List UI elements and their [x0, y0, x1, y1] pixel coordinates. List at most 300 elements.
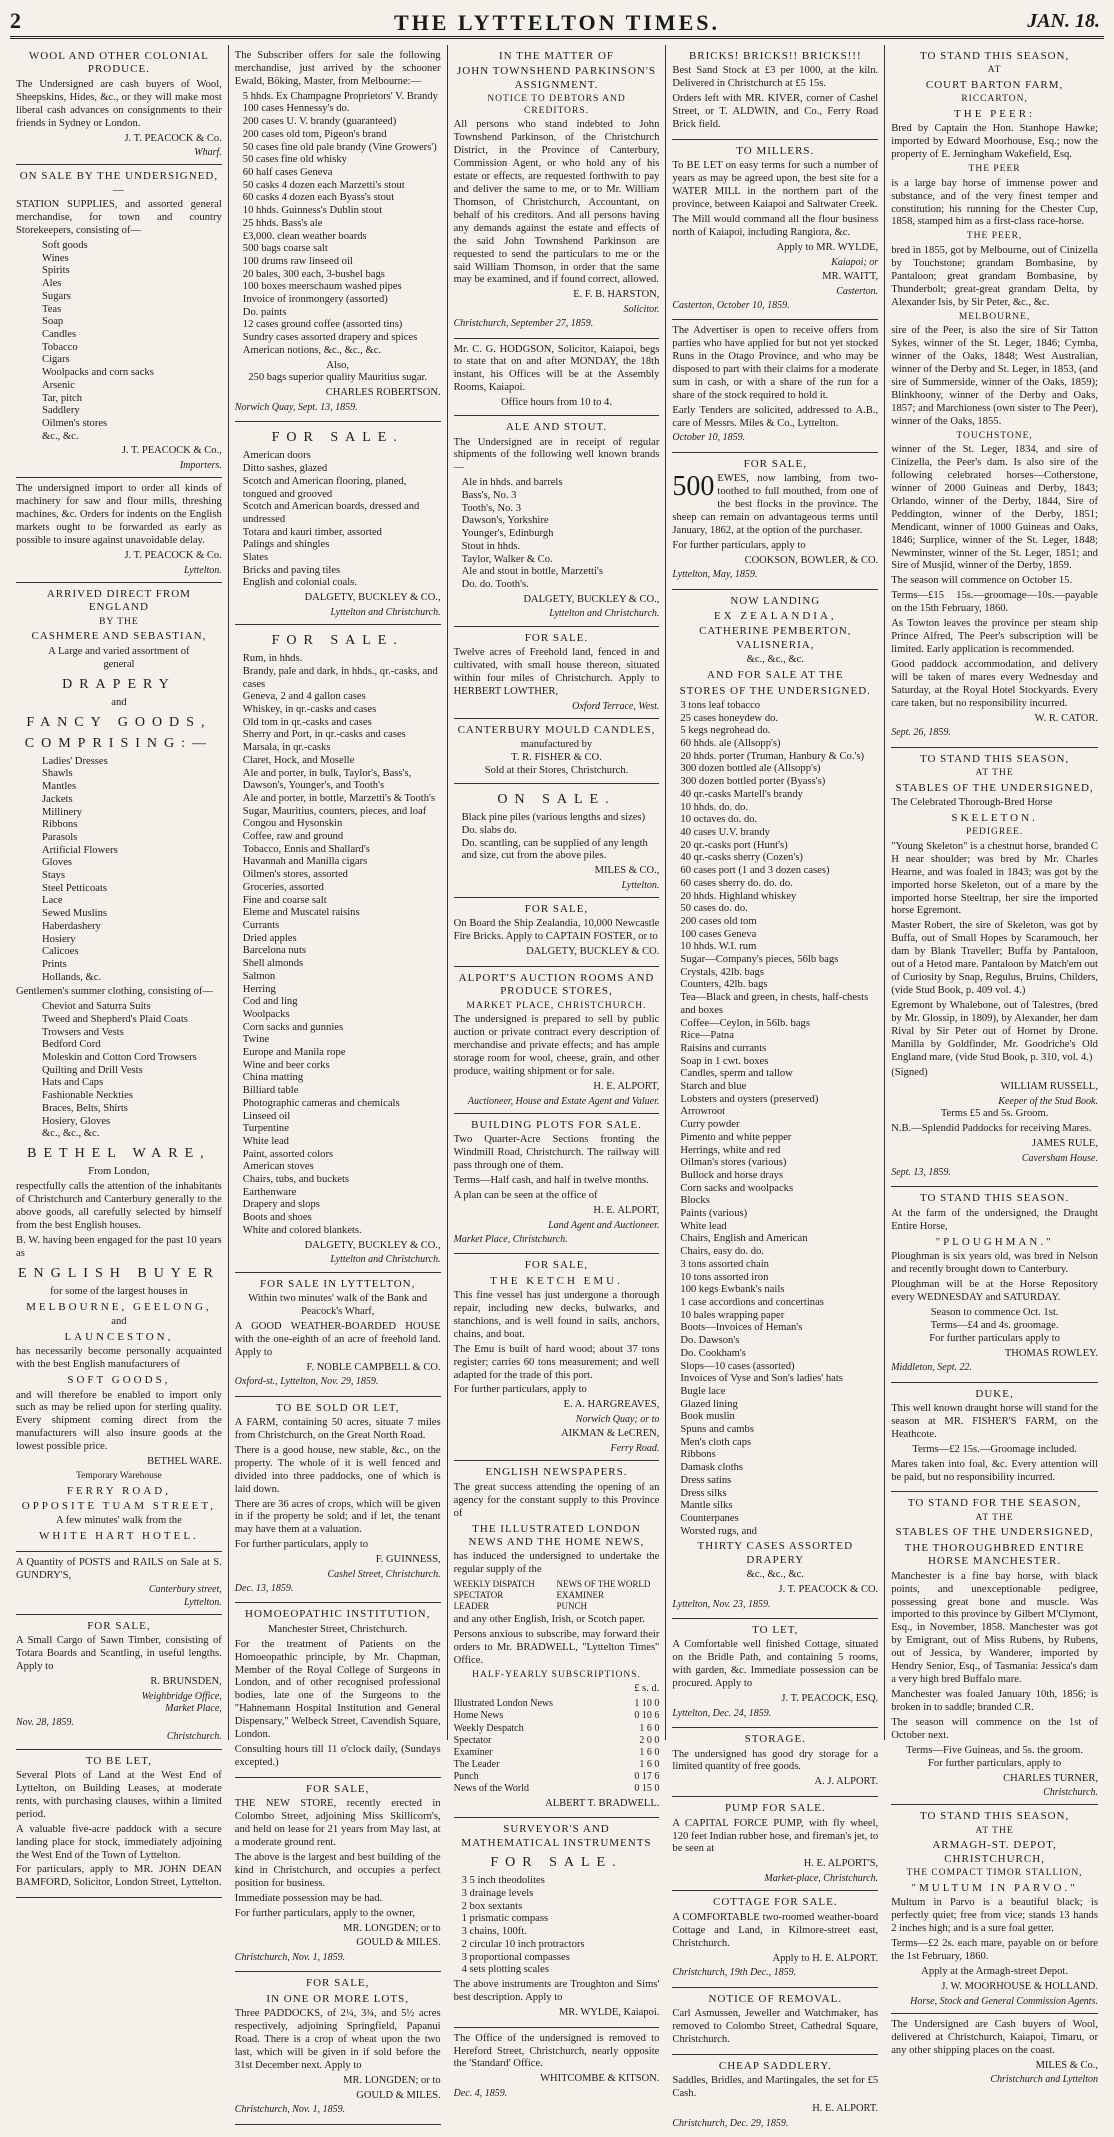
ad-ketch-emu: [454, 1254, 660, 1461]
list-item: 50 cases do. do.: [680, 903, 748, 915]
ad-address: Weighbridge Office,: [141, 1690, 222, 1702]
ad-date: Christchurch, September 27, 1859.: [453, 318, 594, 330]
ad-signature: J. W. MOORHOUSE & HOLLAND.: [941, 1980, 1098, 1992]
ad-body: Egremont by Whalebone, out of Talestres, (bred by Mr. Glossip, in 1809), by Alexander, her dam Rival by Sir Peter out of Hornet by Drone. Manilla by Goldfinder, Mr. Goodriche's Old England mare, (vide Stud Book, p. 310, vol. 4.): [891, 999, 1098, 1063]
item-list: [42, 240, 222, 443]
ad-body: Saddles, Bridles, and Martingales, the set for £5 Cash.: [672, 2075, 879, 2100]
ad-address: Canterbury street,: [148, 1584, 222, 1596]
list-item: 1 case accordions and concertinas: [680, 1297, 824, 1308]
subscription-row: [454, 1723, 660, 1735]
paper-name: Illustrated London News: [453, 1698, 554, 1710]
list-item: 60 hhds. ale (Allsopp's): [680, 738, 781, 750]
ad-title: COTTAGE FOR SALE.: [712, 1896, 838, 1909]
list-item: Candles: [42, 328, 77, 340]
ad-body: Ploughman is six years old, was bred in Nelson and recently brought down to Canterbury.: [891, 1251, 1098, 1276]
ad-heading: FERRY ROAD,: [66, 1484, 171, 1497]
ad-line: From London,: [88, 1166, 150, 1178]
ad-date: Nov. 28, 1859.: [16, 1717, 74, 1729]
list-item: Dress silks: [680, 1487, 727, 1499]
list-item: Oilmen's stores, assorted: [242, 869, 348, 881]
ad-number: 500: [672, 471, 715, 503]
ad-body: The Subscriber offers for sale the following merchandise, just arrived by the schooner Ewald, Böking, Master, from Melbourne:—: [234, 50, 441, 87]
ad-signature: DALGETY, BUCKLEY & CO.,: [304, 1239, 441, 1251]
list-item: 20 hhds. Highland whiskey: [680, 890, 797, 902]
item-list: [243, 450, 441, 590]
ad-body: The undersigned is prepared to sell by public auction or private contract every description of merchandise and private effects; and has ample storage room for wool, cheese, grain, and other produce, waiting shipment or for sale.: [453, 1014, 660, 1078]
ad-title: PUMP FOR SALE.: [724, 1802, 826, 1815]
ad-line: A Large and varied assortment of: [48, 645, 190, 657]
ad-title: ALE AND STOUT.: [505, 421, 608, 434]
ad-line: Temporary Warehouse: [76, 1470, 162, 1481]
list-item: Chairs, tubs, and buckets: [242, 1174, 350, 1186]
list-item: Salmon: [242, 970, 276, 982]
list-item: Dawson's, Yorkshire: [461, 515, 549, 527]
ad-title: FOR SALE,: [524, 902, 589, 915]
newspaper-name: EXAMINER: [556, 1590, 604, 1601]
list-item: 300 dozen bottled porter (Byass's): [680, 776, 826, 788]
ad-date: Market Place, Christchurch.: [453, 1233, 568, 1245]
ad-to-millers: [672, 140, 878, 320]
ad-signature: THOMAS ROWLEY.: [1004, 1347, 1098, 1359]
subscription-row: [454, 1759, 660, 1771]
list-item: Do. paints: [242, 306, 287, 318]
ad-date: Dec. 4, 1859.: [453, 2088, 508, 2100]
list-item: Haberdashery: [42, 920, 101, 932]
ad-body: Gentlemen's summer clothing, consisting of—: [16, 986, 213, 998]
ad-line: A few minutes' walk from the: [56, 1515, 182, 1527]
ad-title: NOTICE TO DEBTORS AND CREDITORS.: [487, 94, 626, 116]
ad-manchester: [891, 1492, 1098, 1805]
ad-body: A valuable five-acre paddock with a secure landing place for stock, immediately adjoining the West End of the Town of Lyttelton.: [16, 1823, 222, 1861]
list-item: Hosiery, Gloves: [42, 1115, 111, 1127]
ad-line: Terms £5 and 5s. Groom.: [940, 1108, 1049, 1120]
ad-body: Mr. C. G. HODGSON, Solicitor, Kaiapoi, begs to state that on and after MONDAY, the 18th instant, his Offices will be at the Assembly Rooms, Kaiapoi.: [453, 343, 660, 394]
ad-posts-rails: [16, 1552, 222, 1615]
list-item: Worsted rugs, and: [680, 1525, 757, 1537]
ad-body: The Undersigned are Cash buyers of Wool, delivered at Christchurch, Kaiapoi, Timaru, or any other shipping places on the coast.: [891, 2018, 1098, 2056]
ad-date: Sept. 26, 1859.: [891, 727, 951, 739]
paper-name: News of the World: [453, 1783, 529, 1795]
ad-title: HOMOEOPATHIC INSTITUTION,: [245, 1608, 431, 1621]
list-item: Hollands, &c.: [42, 971, 102, 983]
list-item: Crystals, 42lb. bags: [680, 966, 764, 978]
list-item: 1 prismatic compass: [461, 1913, 549, 1925]
list-item: Oilmen's stores: [42, 417, 108, 429]
paper-name: Home News: [453, 1710, 504, 1722]
list-item: 10 bales wrapping paper: [680, 1309, 785, 1321]
ad-body: A FARM, containing 50 acres, situate 7 miles from Christchurch, on the Great North Road.: [234, 1416, 441, 1441]
list-item: Scotch and American flooring, planed, tongued and grooved: [242, 475, 407, 500]
subscription-row: [454, 1710, 660, 1722]
list-item: Congou and Hysonskin: [242, 818, 343, 830]
paper-name: The Leader: [453, 1759, 500, 1771]
ad-hodgson: [454, 339, 660, 417]
ad-body: Mares taken into foal, &c. Every attention will be paid, but no responsibility incurred.: [891, 1458, 1098, 1483]
list-item: American stoves: [242, 1161, 314, 1173]
ad-date: Lyttelton, May, 1859.: [672, 569, 758, 581]
ad-body: and any other English, Irish, or Scotch paper.: [453, 1614, 645, 1626]
list-item: Mantles: [42, 781, 77, 793]
ad-date: Christchurch, Dec. 29, 1859.: [672, 2117, 789, 2129]
ad-address: Caversham House.: [1021, 1153, 1098, 1165]
list-item: White and colored blankets.: [242, 1224, 362, 1236]
list-item: 200 cases old tom: [680, 915, 757, 927]
ad-title: CANTERBURY MOULD CANDLES,: [457, 723, 656, 736]
list-item: 25 hhds. Bass's ale: [242, 217, 323, 229]
ad-body: is a large bay horse of immense power and substance, and of the very finest temper and constitution; his running for the Chester Cup, 1858, stamped him as a first-class race-horse.: [891, 177, 1098, 228]
item-list: [243, 91, 441, 358]
ad-line: T. R. FISHER & CO.: [511, 752, 602, 764]
list-item: 5 hhds. Ex Champagne Proprietors' V. Brandy: [242, 90, 438, 102]
list-item: Dried apples: [242, 932, 297, 944]
ad-body: Terms—£15 15s.—groomage—10s.—payable on the 15th February, 1860.: [891, 590, 1098, 615]
list-item: Drapery and slops: [242, 1199, 320, 1211]
ad-signature: GOULD & MILES.: [356, 1937, 441, 1949]
ad-body: Persons anxious to subscribe, may forward their orders to Mr. BRADWELL, "Lyttelton Times" Office.: [453, 1628, 660, 1666]
ad-instruments: [454, 1818, 660, 2027]
ad-heading: SKELETON.: [951, 811, 1038, 824]
ad-body: The great success attending the opening of an agency for the constant supply to this Province of: [453, 1481, 660, 1519]
ad-signature: AIKMAN & LeCREN,: [561, 1428, 660, 1440]
ad-heading: "PLOUGHMAN.": [935, 1235, 1054, 1248]
list-item: Stays: [42, 870, 65, 882]
list-item: 10 octaves do. do.: [680, 814, 758, 826]
ad-line: Terms—£4 and 4s. groomage.: [930, 1319, 1059, 1331]
ad-title: FOR SALE,: [743, 457, 807, 470]
ad-body: Two Quarter-Acre Sections fronting the Windmill Road, Christchurch. The railway will pass through one of them.: [453, 1134, 660, 1172]
paper-price: 2 0 0: [639, 1734, 660, 1746]
paper-price: 1 6 0: [639, 1722, 660, 1734]
list-item: 10 hhds. W.I. rum: [680, 941, 757, 953]
ad-signature: Apply to MR. WYLDE,: [776, 241, 879, 253]
ad-address: Christchurch.: [166, 1731, 222, 1743]
list-item: Do. scantling, can be supplied of any length and size, cut from the above piles.: [461, 837, 648, 862]
ad-body: The Celebrated Thorough-Bred Horse: [891, 796, 1053, 808]
list-item: Spuns and cambs: [680, 1424, 754, 1436]
ad-body: Ploughman will be at the Horse Repository every WEDNESDAY and SATURDAY.: [891, 1278, 1098, 1303]
ad-line: general: [103, 658, 135, 670]
ad-title: MARKET PLACE, CHRISTCHURCH.: [466, 1000, 647, 1011]
subscription-row: [454, 1771, 660, 1783]
list-item: Bugle lace: [680, 1385, 726, 1397]
list-item: Ale and porter, in bulk, Taylor's, Bass's, Dawson's, Younger's, and Tooth's: [242, 767, 412, 792]
ad-signature: A. J. ALPORT.: [814, 1776, 879, 1788]
ad-merchandise-ewald: [235, 45, 441, 422]
list-item: 3 chains, 100ft.: [461, 1926, 527, 1938]
ad-address: Lyttelton and Christchurch.: [549, 608, 660, 620]
ad-pump: [672, 1797, 878, 1891]
ad-body: On Board the Ship Zealandia, 10,000 Newcastle Fire Bricks. Apply to CAPTAIN FOSTER, or to: [453, 918, 660, 943]
list-item: Cheviot and Saturra Suits: [42, 1001, 151, 1013]
list-item: Whiskey, in qr.-casks and cases: [242, 704, 377, 716]
ad-heading: FOR SALE.: [271, 430, 404, 446]
subscription-row: [454, 1783, 660, 1795]
ad-body: The above instruments are Troughton and Sims' best description. Apply to: [453, 1978, 660, 2003]
ad-date: Casterton, October 10, 1859.: [672, 299, 790, 311]
list-item: 100 kegs Ewbank's nails: [680, 1284, 785, 1296]
list-item: 2 box sextants: [461, 1900, 523, 1912]
paper-name: Punch: [453, 1771, 479, 1783]
ad-title: ARRIVED DIRECT FROM ENGLAND: [46, 587, 191, 614]
ad-heading: FOR SALE.: [490, 1855, 623, 1871]
list-item: 5 kegs negrohead do.: [680, 725, 771, 737]
paper-price: 1 6 0: [639, 1746, 660, 1758]
ad-homoeopathic: [235, 1603, 441, 1778]
list-item: Do. slabs do.: [461, 824, 517, 836]
ad-address: Importers.: [179, 460, 222, 472]
ad-line: Also,: [326, 359, 350, 371]
list-item: 40 qr.-casks Martell's brandy: [680, 788, 803, 800]
subscription-row: [454, 1698, 660, 1710]
list-item: Wine and beer corks: [242, 1059, 330, 1071]
list-item: English and colonial coals.: [242, 577, 357, 589]
ad-body: At the farm of the undersigned, the Draught Entire Horse,: [891, 1207, 1098, 1232]
item-list: [243, 653, 441, 1237]
list-item: Eleme and Muscatel raisins: [242, 907, 360, 919]
ad-cottage-sale: [672, 1891, 878, 1987]
list-item: Spirits: [42, 265, 70, 277]
ad-heading: DRAPERY: [62, 676, 176, 692]
list-item: 60 half cases Geneva: [242, 166, 333, 178]
ad-otago-runs: [672, 320, 878, 453]
ad-storage: [672, 1728, 878, 1797]
list-item: Bricks and paving tiles: [242, 564, 341, 576]
newspaper-list-left: [454, 1579, 557, 1612]
list-item: Arsenic: [42, 379, 75, 391]
ad-signature: H. E. ALPORT,: [593, 1081, 660, 1092]
ad-address: Auctioneer, House and Estate Agent and Valuer.: [467, 1095, 660, 1107]
ad-cottage-to-let: [672, 1619, 878, 1728]
list-item: Book muslin: [680, 1411, 735, 1423]
ad-body: The Emu is built of hard wood; about 37 tons register; carries 60 tons measurement; and well adapted for the trade of this port.: [453, 1343, 660, 1381]
newspaper-list-right: [557, 1579, 660, 1612]
ad-address: Lyttelton and Christchurch.: [330, 606, 441, 618]
ad-line: manufactured by: [520, 739, 593, 751]
list-item: Saddlery: [42, 405, 80, 417]
list-item: &c., &c., &c.: [42, 1128, 100, 1140]
ad-body: B. W. having been engaged for the past 10 years as: [16, 1234, 222, 1259]
newspaper-name: WEEKLY DISPATCH: [453, 1579, 535, 1590]
ad-line: Terms—£2 15s.—Groomage included.: [912, 1443, 1077, 1455]
ad-signature: J. T. PEACOCK & Co.: [124, 132, 222, 144]
ad-heading: BETHEL WARE,: [27, 1146, 211, 1161]
ad-body: Early Tenders are solicited, addressed to A.B., care of Messrs. Miles & Co., Lyttelton.: [672, 404, 879, 429]
list-item: Sugar—Company's pieces, 56lb bags: [680, 954, 839, 966]
list-item: Totara and kauri timber, assorted: [242, 526, 382, 538]
ad-address: Christchurch.: [1043, 1787, 1098, 1799]
item-list: [42, 756, 222, 985]
list-item: Millinery: [42, 806, 83, 818]
list-item: Fashionable Neckties: [42, 1090, 133, 1102]
list-item: Tea—Black and green, in chests, half-chests and boxes: [680, 992, 869, 1016]
ad-body: The Mill would command all the flour business north of Kaiapoi, including Rangiora, &c.: [672, 214, 879, 239]
paper-name: Weekly Despatch: [453, 1722, 524, 1734]
ad-body: This well known draught horse will stand for the season at MR. FISHER'S FARM, on the Heathcote.: [891, 1402, 1098, 1440]
list-item: Slates: [242, 552, 269, 564]
ad-address: Market Place,: [165, 1703, 222, 1715]
list-item: Do. Dawson's: [680, 1335, 740, 1347]
list-item: Old tom in qr.-casks and cases: [242, 716, 372, 728]
list-item: Damask cloths: [680, 1462, 744, 1474]
ad-heading: SOFT GOODS,: [67, 1374, 171, 1387]
list-item: Claret, Hock, and Moselle: [242, 754, 355, 766]
ad-body: The undersigned import to order all kinds of machinery for saw and flour mills, threshing machines, &c. Orders for indents on the English markets ought to be forwarded as early as possible to insure against unavoidable delay.: [16, 483, 222, 546]
ad-body: Carl Asmussen, Jeweller and Watchmaker, has removed to Colombo Street, Cathedral Square, Christchurch.: [672, 2007, 879, 2045]
ad-line: For further particulars apply to: [929, 1332, 1060, 1344]
list-item: 50 cases fine old pale brandy (Vine Growers'): [242, 141, 437, 153]
ad-body: There is a good house, new stable, &c., on the property. The whole of it is well fenced and divided into three paddocks, one of which is laid down.: [234, 1444, 441, 1495]
ad-signature: MR. LONGDEN; or to: [343, 2074, 441, 2086]
ad-line: Office hours from 10 to 4.: [500, 397, 612, 409]
ad-title: BRICKS! BRICKS!! BRICKS!!!: [688, 50, 862, 62]
ad-title: WOOL AND OTHER COLONIAL PRODUCE.: [28, 50, 209, 76]
ad-machinery: [16, 478, 222, 583]
list-item: White lead: [680, 1220, 727, 1232]
ad-signature: WHITCOMBE & KITSON.: [540, 2073, 660, 2085]
ad-multum-in-parvo: [891, 1805, 1098, 2013]
list-item: Pimento and white pepper: [680, 1131, 792, 1143]
ad-title: FOR SALE IN LYTTELTON,: [260, 1277, 416, 1290]
ad-signature: R. BRUNSDEN,: [150, 1676, 222, 1688]
list-item: Dress satins: [680, 1474, 732, 1486]
list-item: Sundry cases assorted drapery and spices: [242, 332, 418, 344]
ad-address: Keeper of the Stud Book.: [998, 1096, 1098, 1108]
ad-title: SURVEYOR'S AND MATHEMATICAL INSTRUMENTS: [461, 1823, 652, 1849]
ad-title: ARMAGH-ST. DEPOT, CHRISTCHURCH,: [932, 1839, 1057, 1865]
ad-now-landing: [672, 590, 878, 1619]
ad-body: Three PADDOCKS, of 2¼, 3¾, and 5½ acres respectively, adjoining Springfield, Papanui Road. There is a crop of wheat upon the two last, which will be given in if sold before the 31st December next. Apply to: [234, 2008, 441, 2071]
ad-date: October 10, 1859.: [672, 432, 746, 444]
ad-title: FOR SALE.: [524, 631, 589, 644]
ad-signature: MR. LONGDEN; or to: [343, 1922, 441, 1934]
list-item: Wines: [42, 252, 69, 264]
list-item: Woolpacks: [242, 1008, 290, 1020]
ad-address: Lyttelton and Christchurch.: [330, 1254, 441, 1266]
ad-title: STABLES OF THE UNDERSIGNED,: [895, 781, 1094, 794]
ad-body: Master Robert, the sire of Skeleton, was got by Buffa, out of Small Hopes by Scaramouch, her dam by Blank Traveller; Buffa by Pantaloon, out of a Hetod mare. Pantaloon by Match'em out of Curiosity by Snap, Regulus, Bruins, Childers, (vide Stud Book, p. 409 vol. 4.): [891, 920, 1098, 996]
list-item: Chairs, English and American: [680, 1233, 808, 1245]
ad-skeleton: [891, 748, 1098, 1188]
list-item: 50 casks 4 dozen each Marzetti's stout: [242, 179, 405, 191]
ad-body: Terms—£2 2s. each mare, payable on or before the 1st February, 1860.: [891, 1938, 1098, 1962]
list-item: Quilting and Drill Vests: [42, 1064, 143, 1076]
list-item: 3 drainage levels: [461, 1888, 534, 1900]
ad-title: COURT BARTON FARM,: [925, 78, 1064, 91]
ad-body: Good paddock accommodation, and delivery will be taken of mares every Wednesday and Saturday, at the Royal Hotel Stockyards. Every care taken, but no responsibility incurred.: [891, 658, 1098, 709]
ad-body: A Comfortable well finished Cottage, situated on the Bridle Path, and containing 5 rooms, with garden, &c. Immediate possession can be procured. Apply to: [672, 1639, 879, 1690]
ad-sawn-timber: [16, 1615, 222, 1750]
list-item: Fine and coarse salt: [242, 894, 327, 906]
ad-heading: THE KETCH EMU.: [490, 1274, 623, 1287]
list-item: 20 qr.-casks port (Hunt's): [680, 839, 788, 851]
list-item: Corn sacks and woolpacks: [680, 1182, 794, 1194]
ad-signature: W. R. CATOR.: [1034, 712, 1098, 724]
ad-title: AT THE: [975, 1512, 1014, 1523]
list-item: American notions, &c., &c., &c.: [242, 344, 382, 356]
list-item: 4 sets plotting scales: [461, 1964, 549, 1976]
list-item: Twine: [242, 1034, 270, 1046]
list-item: Brandy, pale and dark, in hhds., qr.-casks, and cases: [242, 665, 438, 690]
ad-wool-produce: [16, 45, 222, 165]
ad-body: A plan can be seen at the office of: [453, 1190, 598, 1202]
list-item: 40 cases U.V. brandy: [680, 826, 770, 838]
column-2: [229, 45, 448, 2116]
list-item: Boots and shoes: [242, 1212, 312, 1224]
ad-line: Within two minutes' walk of the Bank and Peacock's Wharf,: [248, 1292, 428, 1317]
ad-title: CATHERINE PEMBERTON, VALISNERIA,: [699, 625, 852, 651]
list-item: Barcelona nuts: [242, 945, 307, 957]
list-item: Bullock and horse drays: [680, 1169, 784, 1181]
list-item: Boots—Invoices of Heman's: [680, 1322, 803, 1334]
list-item: Slops—10 cases (assorted): [680, 1360, 795, 1372]
list-item: Coffee—Ceylon, in 56lb. bags: [680, 1017, 810, 1029]
ad-mould-candles: [454, 719, 660, 784]
currency-header: £ s. d.: [634, 1683, 660, 1695]
ad-signature: J. T. PEACOCK & Co.,: [121, 445, 222, 457]
ad-title: THE THOROUGHBRED ENTIRE HORSE MANCHESTER.: [904, 1541, 1085, 1568]
list-item: Glazed lining: [680, 1398, 738, 1410]
ad-signature: MR. WAITT,: [822, 270, 879, 282]
ad-title: AT THE: [975, 767, 1014, 778]
ad-subhead: PEDIGREE.: [965, 827, 1024, 838]
list-item: 60 cases port (1 and 3 dozen cases): [680, 865, 830, 877]
list-item: Ribbons: [42, 819, 78, 831]
list-item: Do. do. Tooth's.: [461, 578, 529, 590]
list-item: 3 proportional compasses: [461, 1951, 570, 1963]
ad-body: sire of the Peer, is also the sire of Sir Tatton Sykes, winner of the St. Leger, 1846; Cymba, winner of the Oaks, 1848; West Australian, winner of the Derby and St. Leger, in 1853, (and sire of Summerside, winner of the Oaks, 1859); Blinkhoony, winner of the Derby and Oaks, 1857; and Marchioness (own sister to The Peer), winner of the Oaks, 1855.: [891, 325, 1098, 427]
masthead: [10, 6, 1104, 39]
ad-title: ENGLISH NEWSPAPERS.: [485, 1466, 628, 1479]
ad-body: The Advertiser is open to receive offers from parties who have applied for but not yet stocked Runs in the Otago Province, and who may be disposed to part with their claims for a moderate sum in cash, or with a share of the run for a share of the stock required to hold it.: [672, 325, 879, 401]
ad-heading: WHITE HART HOTEL.: [38, 1530, 199, 1543]
ad-signature: BETHEL WARE.: [147, 1456, 222, 1468]
ad-line: &c., &c., &c.: [746, 1569, 804, 1581]
list-item: Counterpanes: [680, 1512, 739, 1524]
list-item: 500 bags coarse salt: [242, 243, 328, 255]
list-item: Herring: [242, 983, 276, 995]
ad-body: There are 36 acres of crops, which will be given in if the property be sold; and if let, the tenant may have them at a valuation.: [234, 1498, 441, 1536]
list-item: Curry powder: [680, 1119, 740, 1131]
ad-title: STORAGE.: [744, 1733, 806, 1746]
newspaper-name: NEWS OF THE WORLD: [556, 1579, 651, 1590]
list-item: Tooth's, No. 3: [461, 502, 522, 514]
ad-date: Lyttelton, Dec. 24, 1859.: [672, 1707, 772, 1719]
list-item: Rum, in hhds.: [242, 653, 303, 665]
list-item: Mantle silks: [680, 1500, 733, 1512]
list-item: £3,000. clean weather boards: [242, 230, 367, 242]
ad-parkinson-assignment: [454, 45, 660, 339]
ad-address: Wharf.: [194, 147, 222, 159]
ad-heading: FANCY GOODS,: [26, 714, 212, 730]
ad-body: For further particulars, apply to: [453, 1384, 587, 1396]
list-item: Ladies' Dresses: [42, 755, 108, 767]
list-item: Rice—Patna: [680, 1030, 734, 1042]
list-item: Turpentine: [242, 1123, 289, 1135]
ad-body: Manchester is a fine bay horse, with black points, and unexceptionable pedigree, possessing great bone and muscle. Was imported to this province by Gilbert M'Clymont, Esq., in November, 1858. Manchester was got by Emigrant, out of Miss Rubens, by Rubens, out of Jessica, by Wanderer, imported by Hendry Senior, Esq., of Tasmania: Jessica's dam a very high bred Buffalo mare.: [891, 1570, 1098, 1686]
ad-title: ALPORT'S AUCTION ROOMS AND PRODUCE STORES,: [458, 972, 655, 998]
ad-body: Consulting hours till 11 o'clock daily, (Sundays excepted.): [234, 1744, 441, 1768]
ad-signature: E. A. HARGREAVES,: [563, 1399, 660, 1411]
ad-doors-timber: [235, 422, 441, 625]
ad-heading: EX ZEALANDIA,: [713, 610, 837, 622]
list-item: 40 qr.-casks sherry (Cozen's): [680, 852, 803, 864]
list-item: Raisins and currants: [680, 1042, 767, 1054]
column-4: [666, 45, 885, 2129]
ad-body: For particulars, apply to MR. JOHN DEAN BAMFORD, Solicitor, London Street, Lyttelton.: [16, 1864, 222, 1889]
ad-address: Lyttelton.: [184, 564, 222, 576]
newspaper-title: THE LYTTELTON TIMES.: [394, 10, 720, 35]
list-item: Tweed and Shepherd's Plaid Coats: [42, 1013, 188, 1025]
